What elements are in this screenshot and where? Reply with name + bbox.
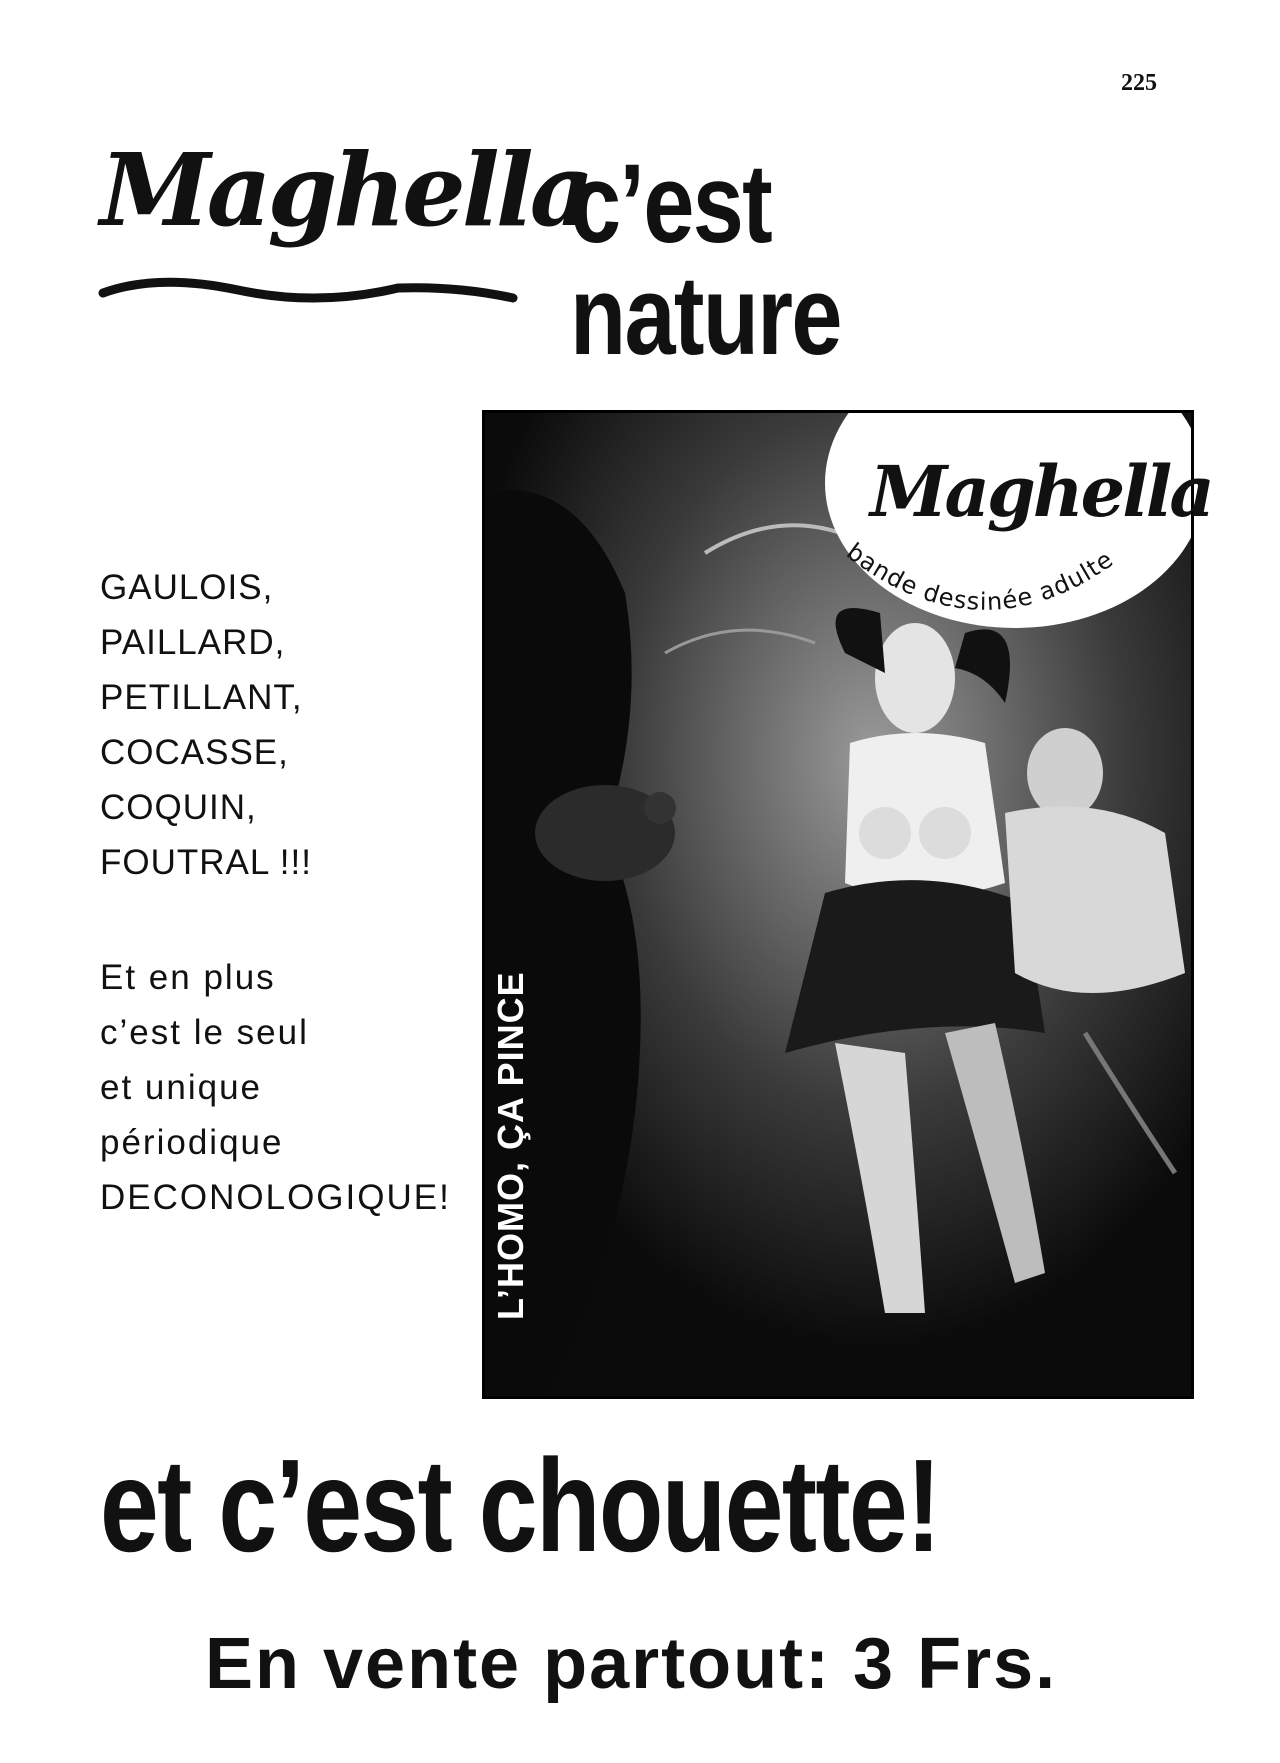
cover-brand-logo: Maghella xyxy=(870,450,1212,533)
page-number: 225 xyxy=(1121,70,1157,96)
tagline-line: c’est le seul xyxy=(100,1013,309,1052)
cover-badge xyxy=(830,420,1212,660)
svg-text:bande dessinée adulte xyxy=(841,538,1118,616)
adjective-item: FOUTRAL !!! xyxy=(100,843,312,882)
brand-logo: Maghella xyxy=(100,131,591,249)
tagline xyxy=(100,950,451,1225)
adjective-item: PETILLANT, xyxy=(100,678,303,717)
adjective-list xyxy=(100,560,312,890)
adjective-item: GAULOIS, xyxy=(100,568,274,607)
price-line: En vente partout: 3 Frs. xyxy=(205,1624,1058,1704)
tagline-line: périodique xyxy=(100,1123,284,1162)
tagline-line: Et en plus xyxy=(100,958,276,997)
adjective-item: COQUIN, xyxy=(100,788,257,827)
logo-swash xyxy=(98,268,518,308)
cover-subtitle: bande dessinée adulte xyxy=(841,537,1119,616)
cover-title-vertical xyxy=(490,840,570,1320)
adjective-item: COCASSE, xyxy=(100,733,289,772)
slogan: et c’est chouette! xyxy=(100,1432,940,1579)
adjective-item: PAILLARD, xyxy=(100,623,286,662)
headline-text: c’est nature xyxy=(570,141,841,378)
cover-subtitle-arc xyxy=(830,420,1180,660)
cover-title: L’HOMO, ÇA PINCE xyxy=(490,971,531,1320)
tagline-line: DECONOLOGIQUE! xyxy=(100,1178,451,1217)
headline xyxy=(100,131,1160,378)
tagline-line: et unique xyxy=(100,1068,263,1107)
